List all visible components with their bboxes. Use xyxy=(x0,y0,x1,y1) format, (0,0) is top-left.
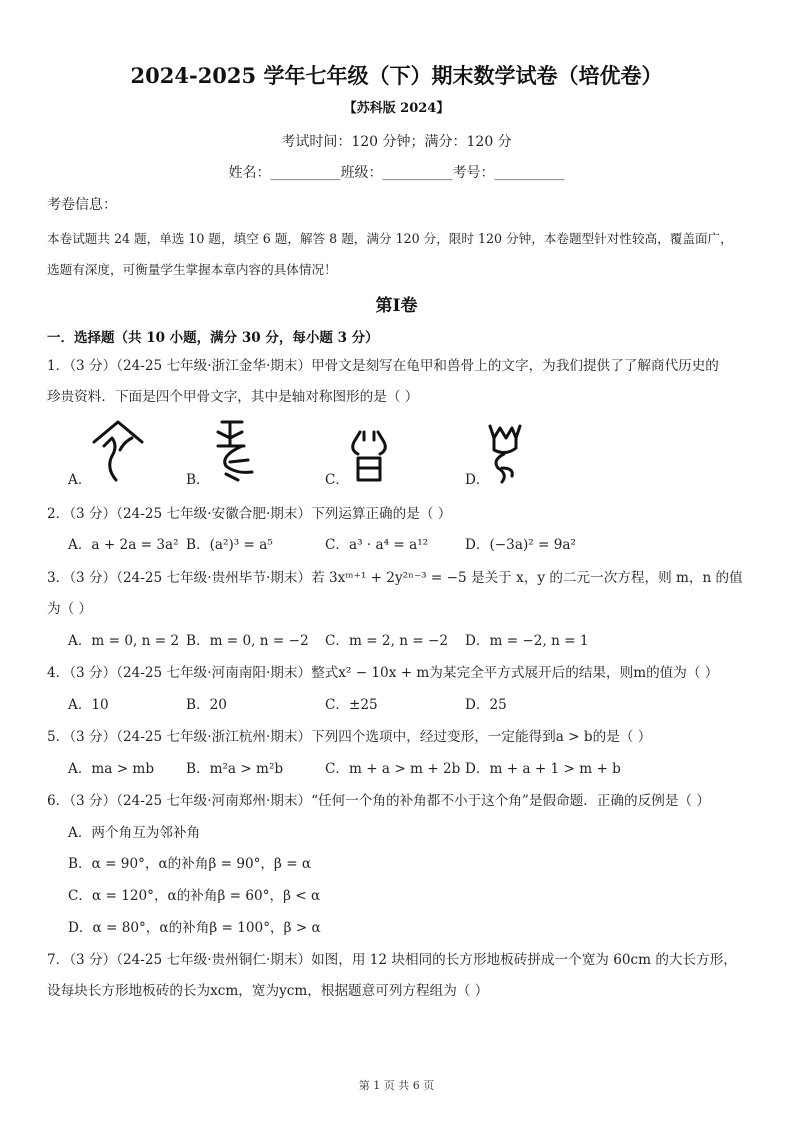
q5-option-a: A．ma > mb xyxy=(68,761,155,777)
question-4-stem: 4．（3 分）（24-25 七年级·河南南阳·期末）整式x² − 10x + m为某完全平方式展开后的结果，则m的值为（ ） xyxy=(47,665,719,681)
question-2-stem: 2．（3 分）（24-25 七年级·安徽合肥·期末）下列运算正确的是（ ） xyxy=(47,506,452,522)
oracle-glyph-a-image xyxy=(88,416,150,484)
edition-label: 【苏科版 2024】 xyxy=(343,101,450,116)
paper-title: 2024-2025 学年七年级（下）期末数学试卷（培优卷） xyxy=(130,63,663,88)
question-3-line-1: 3．（3 分）（24-25 七年级·贵州毕节·期末）若 3xᵐ⁺¹ + 2y²ⁿ⁻³ = −5 是关于 x，y 的二元一次方程，则 m，n 的值 xyxy=(47,570,743,586)
question-7-line-1: 7．（3 分）（24-25 七年级·贵州铜仁·期末）如图，用 12 块相同的长方形地板砖拼成一个宽为 60cm 的大长方形， xyxy=(47,952,737,968)
q6-option-c: C．α = 120°，α的补角β = 60°，β < α xyxy=(68,888,321,904)
q4-option-d: D．25 xyxy=(465,697,507,713)
q2-option-a: A．a + 2a = 3a² xyxy=(68,537,179,553)
q2-option-d: D．(−3a)² = 9a² xyxy=(465,537,576,553)
info-line-2: 选题有深度，可衡量学生掌握本章内容的具体情况！ xyxy=(47,262,337,277)
q4-option-a: A．10 xyxy=(68,697,109,713)
q5-option-c: C．m + a > m + 2b xyxy=(325,761,461,777)
q5-option-d: D．m + a + 1 > m + b xyxy=(465,761,621,777)
oracle-glyph-c-image xyxy=(346,428,392,484)
q4-option-c: C．±25 xyxy=(325,697,378,713)
q5-option-b: B．m²a > m²b xyxy=(186,761,284,777)
oracle-glyph-b-image xyxy=(212,416,260,484)
q6-option-b: B．α = 90°，α的补角β = 90°，β = α xyxy=(68,856,312,872)
info-line-1: 本卷试题共 24 题，单选 10 题，填空 6 题，解答 8 题，满分 120 分，限时 120 分钟，本卷题型针对性较高，覆盖面广， xyxy=(47,231,733,246)
question-6-stem: 6．（3 分）（24-25 七年级·河南郑州·期末）“任何一个角的补角都不小于这个角”是假命题．正确的反例是（ ） xyxy=(47,793,710,809)
section-1-heading: 一．选择题（共 10 小题，满分 30 分，每小题 3 分） xyxy=(47,330,379,346)
q2-option-c: C．a³ · a⁴ = a¹² xyxy=(325,537,429,553)
q1-option-a-label: A． xyxy=(68,472,92,488)
question-3-line-2: 为（ ） xyxy=(47,601,93,617)
page-footer: 第 1 页 共 6 页 xyxy=(358,1079,435,1092)
oracle-glyph-d-image xyxy=(484,420,526,486)
q3-option-b: B．m = 0, n = −2 xyxy=(186,633,309,649)
q1-option-b-label: B． xyxy=(186,472,210,488)
question-1-line-2: 珍贵资料．下面是四个甲骨文字，其中是轴对称图形的是（ ） xyxy=(47,389,419,405)
q3-option-a: A．m = 0, n = 2 xyxy=(68,633,180,649)
volume-title: 第I卷 xyxy=(375,296,418,316)
info-heading: 考卷信息： xyxy=(47,197,117,213)
q6-option-d: D．α = 80°，α的补角β = 100°，β > α xyxy=(68,920,321,936)
q3-option-d: D．m = −2, n = 1 xyxy=(465,633,589,649)
question-7-line-2: 设每块长方形地板砖的长为xcm，宽为ycm，根据题意可列方程组为（ ） xyxy=(47,983,489,999)
q2-option-b: B．(a²)³ = a⁵ xyxy=(186,537,273,553)
name-class-id-line: 姓名：__________班级：__________考号：__________ xyxy=(228,165,565,181)
q3-option-c: C．m = 2, n = −2 xyxy=(325,633,449,649)
q1-option-d-label: D． xyxy=(465,472,490,488)
time-info: 考试时间：120 分钟；满分：120 分 xyxy=(281,134,512,150)
question-1-line-1: 1．（3 分）（24-25 七年级·浙江金华·期末）甲骨文是刻写在龟甲和兽骨上的文字，为我们提供了了解商代历史的 xyxy=(47,358,719,374)
q1-option-c-label: C． xyxy=(325,472,349,488)
q6-option-a: A．两个角互为邻补角 xyxy=(68,825,201,841)
q4-option-b: B．20 xyxy=(186,697,227,713)
question-5-stem: 5．（3 分）（24-25 七年级·浙江杭州·期末）下列四个选项中，经过变形，一定能得到a > b的是（ ） xyxy=(47,729,652,745)
